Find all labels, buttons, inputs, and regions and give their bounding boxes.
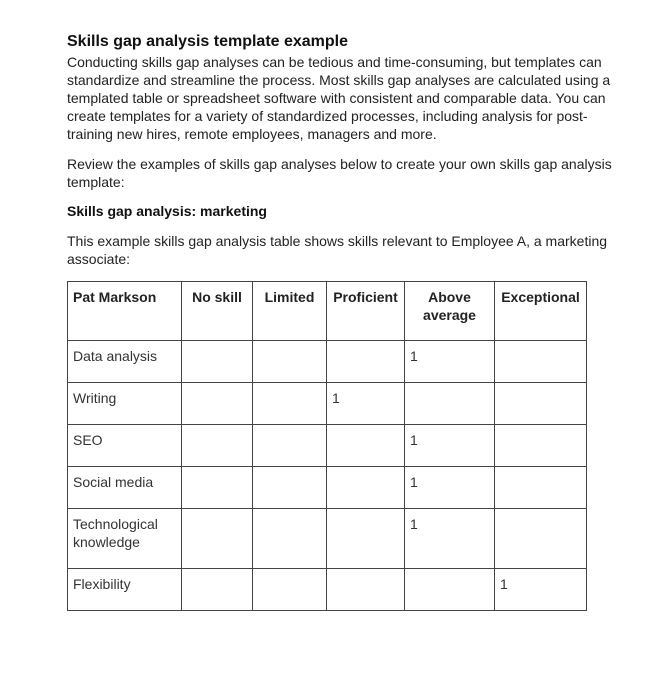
rating-cell bbox=[182, 341, 253, 383]
header-cell-limited: Limited bbox=[253, 282, 327, 341]
skill-name-cell: Flexibility bbox=[68, 569, 182, 611]
rating-cell: 1 bbox=[405, 467, 495, 509]
rating-cell bbox=[495, 467, 587, 509]
rating-cell bbox=[495, 383, 587, 425]
header-cell-proficient: Proficient bbox=[327, 282, 405, 341]
table-row bbox=[68, 467, 587, 509]
table-header-row bbox=[68, 282, 587, 341]
skills-gap-table bbox=[67, 281, 587, 611]
rating-cell bbox=[253, 509, 327, 569]
rating-cell bbox=[182, 569, 253, 611]
review-paragraph: Review the examples of skills gap analyses below to create your own skills gap analysis template: bbox=[67, 156, 612, 190]
rating-cell bbox=[327, 425, 405, 467]
skill-name-cell: Writing bbox=[68, 383, 182, 425]
rating-cell bbox=[327, 341, 405, 383]
page-title: Skills gap analysis template example bbox=[67, 33, 349, 50]
rating-cell bbox=[182, 425, 253, 467]
rating-cell bbox=[495, 341, 587, 383]
header-cell-employee: Pat Markson bbox=[68, 282, 182, 341]
rating-cell bbox=[253, 341, 327, 383]
rating-cell bbox=[253, 425, 327, 467]
rating-cell bbox=[405, 569, 495, 611]
rating-cell: 1 bbox=[405, 509, 495, 569]
article bbox=[67, 32, 612, 611]
rating-cell bbox=[253, 467, 327, 509]
header-cell-above-average: Above average bbox=[405, 282, 495, 341]
rating-cell bbox=[327, 569, 405, 611]
skill-name-cell: Social media bbox=[68, 467, 182, 509]
table-row bbox=[68, 425, 587, 467]
skill-name-cell: Technological knowledge bbox=[68, 509, 182, 569]
rating-cell: 1 bbox=[405, 425, 495, 467]
skill-name-cell: Data analysis bbox=[68, 341, 182, 383]
example-paragraph: This example skills gap analysis table shows skills relevant to Employee A, a marketing associate: bbox=[67, 233, 608, 267]
section-heading: Skills gap analysis: marketing bbox=[67, 203, 267, 219]
rating-cell: 1 bbox=[405, 341, 495, 383]
rating-cell bbox=[253, 383, 327, 425]
rating-cell bbox=[182, 467, 253, 509]
header-cell-no-skill: No skill bbox=[182, 282, 253, 341]
rating-cell bbox=[405, 383, 495, 425]
rating-cell bbox=[253, 569, 327, 611]
header-cell-exceptional: Exceptional bbox=[495, 282, 587, 341]
table-row bbox=[68, 569, 587, 611]
rating-cell: 1 bbox=[495, 569, 587, 611]
table-row bbox=[68, 383, 587, 425]
rating-cell bbox=[182, 509, 253, 569]
rating-cell bbox=[327, 467, 405, 509]
table-row bbox=[68, 509, 587, 569]
rating-cell bbox=[182, 383, 253, 425]
skill-name-cell: SEO bbox=[68, 425, 182, 467]
rating-cell bbox=[495, 509, 587, 569]
rating-cell: 1 bbox=[327, 383, 405, 425]
rating-cell bbox=[495, 425, 587, 467]
intro-paragraph: Conducting skills gap analyses can be tedious and time-consuming, but templates can standardize and streamline the process. Most skills gap analyses are calculated using a templated table or spreadsheet software with consistent and comparable data. You can create templates for a variety of standardized processes, including analysis for post-training new hires, remote employees, managers and more. bbox=[67, 54, 611, 142]
table-row bbox=[68, 341, 587, 383]
rating-cell bbox=[327, 509, 405, 569]
